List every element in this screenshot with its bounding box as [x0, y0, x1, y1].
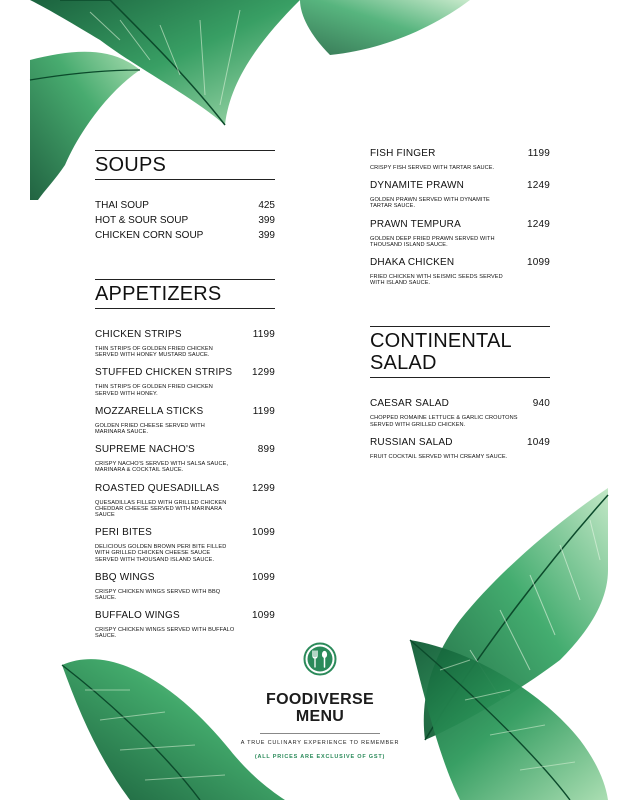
menu-item	[95, 213, 275, 228]
soups-section	[95, 150, 275, 243]
item-description: CHOPPED ROMAINE LETTUCE & GARLIC CROUTONS SERVED WITH GRILLED CHICKEN.	[370, 415, 518, 428]
item-name: DYNAMITE PRAWN	[370, 180, 465, 192]
item-name: BUFFALO WINGS	[95, 610, 180, 622]
item-description: CRISPY FISH SERVED WITH TARTAR SAUCE.	[370, 165, 495, 171]
item-description: CRISPY CHICKEN WINGS SERVED WITH BBQ SAUCE.	[95, 588, 221, 602]
brand-line-1: FOODIVERSE	[266, 691, 374, 708]
item-price: 1199	[252, 329, 275, 340]
brand-line-2: MENU	[295, 708, 345, 725]
item-price: 1099	[251, 527, 275, 539]
item-price: 1299	[251, 367, 275, 379]
item-name: CHICKEN CORN SOUP	[95, 230, 204, 241]
appetizers-list	[95, 329, 275, 640]
continental-salad-list	[370, 398, 550, 460]
item-name: THAI SOUP	[95, 200, 149, 211]
item-name: CHICKEN STRIPS	[95, 329, 182, 340]
item-name: PERI BITES	[95, 527, 153, 539]
menu-item	[95, 610, 275, 639]
menu-item	[370, 398, 550, 427]
item-price: 1199	[252, 405, 275, 417]
menu-item	[95, 527, 275, 563]
continental-salad-title: CONTINENTAL SALAD	[370, 326, 550, 378]
item-description: GOLDEN PRAWN SERVED WITH DYNAMITE TARTAR SAUCE.	[370, 197, 490, 210]
item-description: THIN STRIPS OF GOLDEN FRIED CHICKEN SERVED WITH HONEY MUSTARD SAUCE.	[95, 346, 213, 359]
item-price: 1299	[251, 482, 275, 494]
appetizers-title: APPETIZERS	[95, 279, 275, 309]
item-description: QUESADILLAS FILLED WITH GRILLED CHICKEN CHEDDAR CHEESE SERVED WITH MARINARA SAUCE	[95, 499, 227, 519]
item-price: 399	[258, 230, 275, 241]
item-price: 899	[257, 444, 275, 456]
item-description: FRIED CHICKEN WITH SEISMIC SEEDS SERVED WITH ISLAND SAUCE.	[370, 274, 503, 287]
item-name: ROASTED QUESADILLAS	[95, 482, 220, 494]
item-name: SUPREME NACHO'S	[95, 444, 195, 456]
item-price: 1099	[251, 610, 275, 622]
item-name: STUFFED CHICKEN STRIPS	[95, 367, 233, 379]
more-appetizers-list	[370, 148, 550, 286]
menu-item	[95, 198, 275, 213]
menu-item	[95, 572, 275, 601]
menu-item	[95, 406, 275, 435]
menu-item	[370, 219, 550, 248]
item-price: 1099	[526, 257, 550, 269]
item-price: 1249	[526, 180, 550, 192]
bottom-right-leaves	[410, 488, 608, 800]
item-name: BBQ WINGS	[95, 571, 155, 583]
item-name: PRAWN TEMPURA	[370, 218, 461, 230]
item-description: FRUIT COCKTAIL SERVED WITH CREAMY SAUCE.	[370, 453, 508, 460]
menu-item	[370, 257, 550, 286]
item-price: 1099	[251, 571, 275, 583]
brand-divider	[260, 733, 380, 734]
appetizers-section	[95, 279, 275, 640]
item-name: DHAKA CHICKEN	[370, 257, 455, 269]
right-column	[370, 148, 550, 469]
brand-name	[232, 691, 408, 725]
tagline: A TRUE CULINARY EXPERIENCE TO REMEMBER	[240, 740, 400, 746]
menu-item	[370, 437, 550, 460]
item-description: CRISPY NACHO'S SERVED WITH SALSA SAUCE, MARINARA & COCKTAIL SAUCE.	[95, 461, 229, 474]
item-price: 425	[258, 200, 275, 211]
soups-title: SOUPS	[95, 150, 275, 180]
soups-list	[95, 198, 275, 243]
item-price: 940	[532, 398, 550, 410]
item-name: RUSSIAN SALAD	[370, 436, 453, 448]
fork-spoon-logo-icon	[303, 642, 337, 676]
item-name: FISH FINGER	[370, 148, 436, 159]
item-description: GOLDEN FRIED CHEESE SERVED WITH MARINARA SAUCE.	[95, 422, 205, 436]
continental-salad-section	[370, 326, 550, 460]
menu-item	[95, 367, 275, 396]
menu-item	[370, 180, 550, 209]
menu-item	[95, 228, 275, 243]
menu-item	[370, 148, 550, 171]
left-column	[95, 150, 275, 649]
item-price: 399	[258, 215, 275, 226]
menu-item	[95, 483, 275, 519]
menu-item	[95, 444, 275, 473]
item-name: MOZZARELLA STICKS	[95, 405, 204, 417]
brand-footer	[232, 642, 408, 760]
item-price: 1049	[526, 436, 550, 448]
item-description: THIN STRIPS OF GOLDEN FRIED CHICKEN SERVED WITH HONEY.	[95, 384, 213, 397]
item-description: GOLDEN DEEP FRIED PRAWN SERVED WITH THOUSAND ISLAND SAUCE.	[370, 235, 495, 248]
item-price: 1249	[526, 218, 550, 230]
item-price: 1199	[527, 148, 550, 159]
menu-item	[95, 329, 275, 358]
item-description: DELICIOUS GOLDEN BROWN PERI BITE FILLED WITH GRILLED CHICKEN CHEESE SAUCE SERVED WITH THOUSAND ISLAND SAUCE.	[95, 544, 227, 563]
item-name: HOT & SOUR SOUP	[95, 215, 189, 226]
gst-note: (ALL PRICES ARE EXCLUSIVE OF GST)	[254, 754, 386, 760]
item-description: CRISPY CHICKEN WINGS SERVED WITH BUFFALO SAUCE.	[95, 627, 235, 640]
item-name: CAESAR SALAD	[370, 398, 450, 410]
